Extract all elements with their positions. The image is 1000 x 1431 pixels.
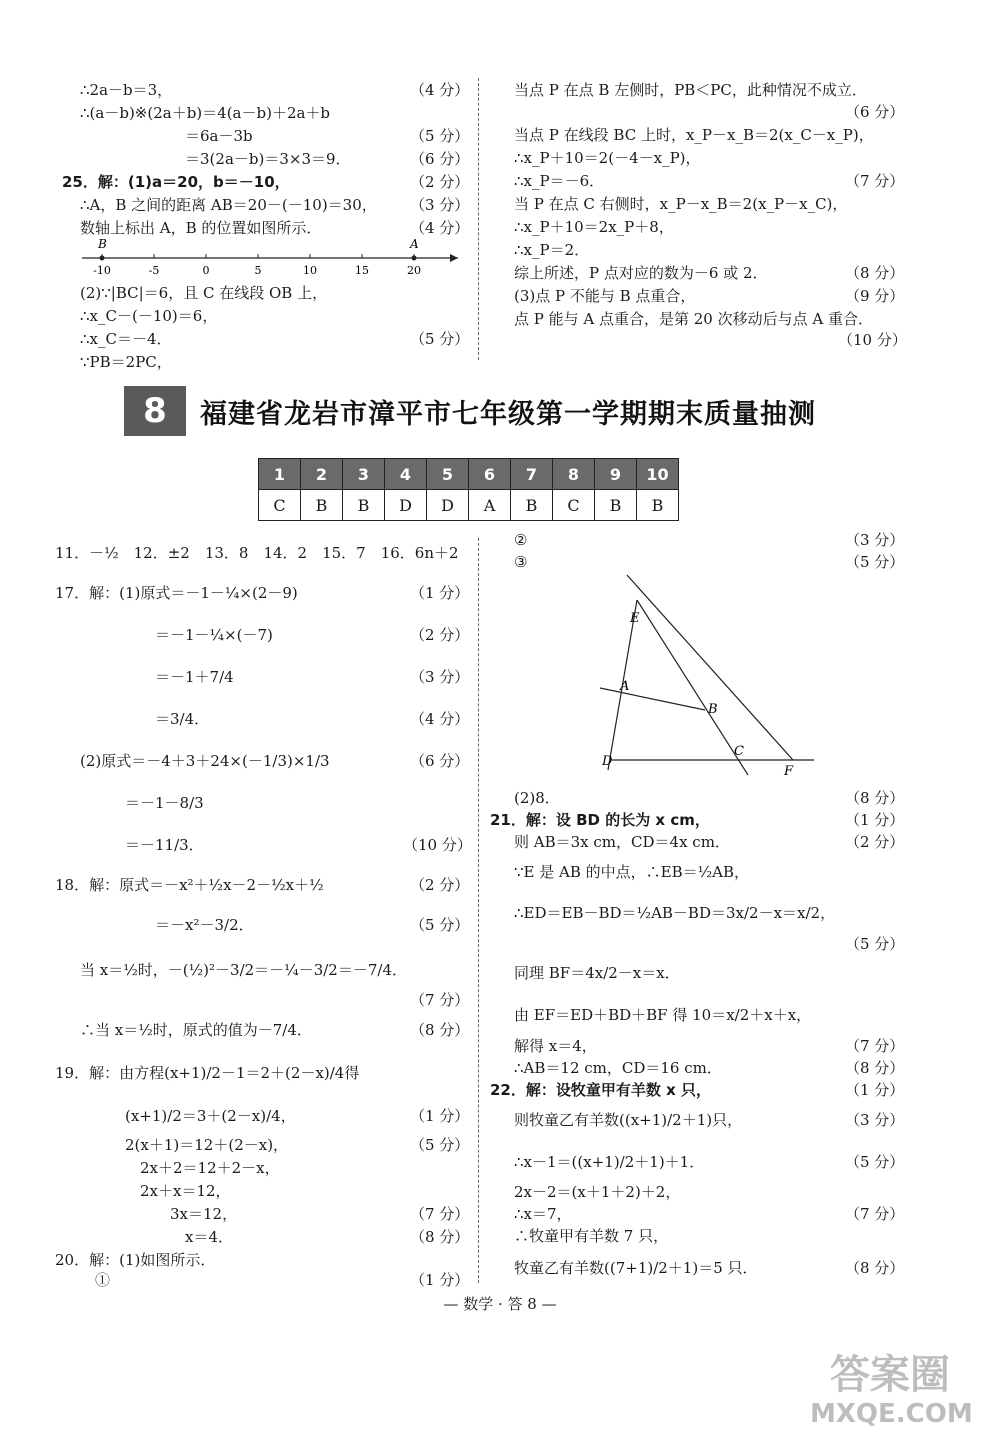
score-label: （2 分） <box>410 173 470 191</box>
question-number-cell: 8 <box>553 459 595 490</box>
score-label: （5 分） <box>845 553 905 571</box>
solution-line: ＝－11/3． <box>80 836 204 854</box>
score-label: （2 分） <box>410 876 470 894</box>
section-number-badge: 8 <box>124 386 186 436</box>
score-label: （8 分） <box>845 1259 905 1277</box>
solution-line: ∴当 x＝½时，原式的值为－7/4． <box>80 1021 312 1039</box>
number-line-tick-label: 20 <box>407 264 421 277</box>
question-number-cell: 2 <box>301 459 343 490</box>
solution-line: ∴x_P＝－6． <box>514 172 605 190</box>
number-line-tick-label: 0 <box>202 264 210 277</box>
solution-line: ＝－1－¼×(－7) <box>80 626 273 644</box>
solution-line: 3x＝12， <box>80 1205 238 1223</box>
score-label: （1 分） <box>410 1107 470 1125</box>
score-label: （2 分） <box>845 833 905 851</box>
number-line-tick-label: -10 <box>93 264 111 277</box>
score-label: （3 分） <box>410 196 470 214</box>
score-label: （8 分） <box>845 1059 905 1077</box>
line-ef <box>627 575 793 760</box>
question-number-cell: 4 <box>385 459 427 490</box>
score-label: （4 分） <box>410 81 470 99</box>
answer-cell: A <box>469 490 511 521</box>
score-label: （1 分） <box>845 811 905 829</box>
problem-19-line: 19．解：由方程(x+1)/2－1＝2＋(2－x)/4得 <box>55 1064 360 1082</box>
score-label: （8 分） <box>845 789 905 807</box>
line-ab <box>600 688 705 710</box>
score-label: （7 分） <box>845 172 905 190</box>
point-b-marker <box>100 256 105 261</box>
score-label: （8 分） <box>410 1228 470 1246</box>
answer-cell: D <box>427 490 469 521</box>
question-number-cell: 3 <box>343 459 385 490</box>
solution-line: ∴x_C－(－10)＝6， <box>80 307 218 325</box>
solution-line: ∴AB＝12 cm，CD＝16 cm． <box>514 1059 722 1077</box>
label-b: B <box>708 702 718 717</box>
solution-line: 2x＋2＝12＋2－x， <box>80 1159 280 1177</box>
solution-line: ∴x_P＋10＝2x_P＋8， <box>514 218 674 236</box>
answer-cell: B <box>511 490 553 521</box>
score-label: （6 分） <box>845 103 905 121</box>
solution-line: x＝4． <box>80 1228 234 1246</box>
solution-line: ∴2a－b＝3， <box>80 81 173 99</box>
page-footer: — 数学 · 答 8 — <box>443 1295 557 1313</box>
solution-line: ② <box>514 531 528 549</box>
solution-line: 2x－2＝(x＋1＋2)＋2， <box>514 1183 681 1201</box>
solution-line: ∴x_P＝2． <box>514 241 590 259</box>
solution-line: ∴x＝7， <box>514 1205 572 1223</box>
score-label: （1 分） <box>845 1081 905 1099</box>
solution-line: ＝－x²－3/2． <box>80 916 254 934</box>
score-label: （7 分） <box>845 1205 905 1223</box>
score-label: （4 分） <box>410 710 470 728</box>
solution-line: (2)8． <box>514 789 560 807</box>
question-number-cell: 1 <box>259 459 301 490</box>
point-a-marker <box>412 256 417 261</box>
question-number-cell: 6 <box>469 459 511 490</box>
solution-line: ∴ED＝EB－BD＝½AB－BD＝3x/2－x＝x/2， <box>514 904 836 922</box>
solution-line: 2(x＋1)＝12＋(2－x)， <box>80 1136 289 1154</box>
solution-line: ＝3(2a－b)＝3×3＝9． <box>80 150 351 168</box>
label-c: C <box>734 744 744 759</box>
solution-line: 当点 P 在点 B 左侧时，PB＜PC，此种情况不成立． <box>514 81 867 99</box>
solution-line: 点 P 能与 A 点重合，是第 20 次移动后与点 A 重合． <box>514 310 873 328</box>
number-line-tick-label: 15 <box>355 264 369 277</box>
solution-line: 解得 x＝4， <box>514 1037 597 1055</box>
solution-line: (x+1)/2＝3＋(2－x)/4， <box>80 1107 296 1125</box>
solution-line: 数轴上标出 A，B 的位置如图所示． <box>80 219 322 237</box>
solution-line: ∴牧童甲有羊数 7 只， <box>514 1227 669 1245</box>
number-line-tick-label: -5 <box>148 264 160 277</box>
label-d: D <box>602 754 613 769</box>
score-label: （7 分） <box>410 991 470 1009</box>
solution-line: 当 P 在点 C 右侧时，x_P－x_B＝2(x_P－x_C)， <box>514 195 848 213</box>
answer-cell: D <box>385 490 427 521</box>
geometry-figure <box>590 570 820 780</box>
label-e: E <box>630 611 640 626</box>
section-title: 福建省龙岩市漳平市七年级第一学期期末质量抽测 <box>200 399 816 430</box>
score-label: （2 分） <box>410 626 470 644</box>
score-label: （4 分） <box>410 219 470 237</box>
question-number-cell: 5 <box>427 459 469 490</box>
solution-line: (2)原式＝－4＋3＋24×(－1/3)×1/3 <box>80 752 330 770</box>
question-number-cell: 7 <box>511 459 553 490</box>
number-line-tick-label: 5 <box>254 264 262 277</box>
solution-line: ∵E 是 AB 的中点，∴EB＝½AB， <box>514 863 750 881</box>
solution-line: (3)点 P 不能与 B 点重合， <box>514 287 696 305</box>
score-label: （5 分） <box>410 916 470 934</box>
solution-line: ＝－1＋7/4 <box>80 668 234 686</box>
point-b-label: B <box>98 238 107 251</box>
answer-cell: B <box>343 490 385 521</box>
fill-in-answers: 11．－½ 12．±2 13．8 14．2 15．7 16．6n＋2 <box>55 544 459 562</box>
answer-table-answer-row <box>259 490 679 521</box>
solution-line: 同理 BF＝4x/2－x＝x． <box>514 964 680 982</box>
solution-line: 则牧童乙有羊数((x+1)/2＋1)只， <box>514 1111 743 1129</box>
solution-line: ③ <box>514 553 528 571</box>
score-label: （3 分） <box>410 668 470 686</box>
label-f: F <box>784 764 794 779</box>
solution-line: 2x＋x＝12， <box>80 1182 231 1200</box>
score-label: （10 分） <box>838 331 907 349</box>
score-label: （7 分） <box>845 1037 905 1055</box>
solution-line: 由 EF＝ED＋BD＋BF 得 10＝x/2＋x＋x， <box>514 1006 812 1024</box>
score-label: （5 分） <box>845 935 905 953</box>
solution-line: ∵PB＝2PC， <box>80 353 172 371</box>
column-divider <box>478 538 479 1283</box>
solution-line: ∴x－1＝((x+1)/2＋1)＋1． <box>514 1153 705 1171</box>
solution-line: ＝6a－3b <box>80 127 253 145</box>
solution-line: ∴x_C＝－4． <box>80 330 172 348</box>
score-label: （5 分） <box>410 330 470 348</box>
answer-cell: C <box>553 490 595 521</box>
score-label: （7 分） <box>410 1205 470 1223</box>
solution-line: ∴A，B 之间的距离 AB＝20－(－10)＝30， <box>80 196 377 214</box>
answer-table <box>258 458 679 521</box>
score-label: （3 分） <box>845 531 905 549</box>
answer-cell: B <box>637 490 679 521</box>
score-label: （1 分） <box>410 584 470 602</box>
solution-line: ＝3/4． <box>80 710 210 728</box>
solution-line: 当 x＝½时，－(½)²－3/2＝－¼－3/2＝－7/4． <box>80 961 407 979</box>
problem-20-line: 20．解：(1)如图所示． <box>55 1251 216 1269</box>
solution-line: 综上所述，P 点对应的数为－6 或 2． <box>514 264 768 282</box>
watermark-bottom-text: MXQE.COM <box>810 1399 973 1428</box>
score-label: （9 分） <box>845 287 905 305</box>
solution-line: 则 AB＝3x cm，CD＝4x cm． <box>514 833 730 851</box>
score-label: （10 分） <box>403 836 472 854</box>
score-label: （6 分） <box>410 150 470 168</box>
problem-25-heading: 25．解：(1)a＝20，b＝－10， <box>62 173 290 191</box>
answer-cell: B <box>301 490 343 521</box>
label-a: A <box>620 679 630 694</box>
number-line-figure <box>80 238 460 280</box>
solution-line: ∴x_P＋10＝2(－4－x_P)， <box>514 149 701 167</box>
score-label: （3 分） <box>845 1111 905 1129</box>
score-label: （8 分） <box>410 1021 470 1039</box>
point-a-label: A <box>410 238 419 251</box>
problem-18-line: 18．解：原式＝－x²＋½x－2－½x＋½ <box>55 876 324 894</box>
answer-table-header-row <box>259 459 679 490</box>
number-line-tick-label: 10 <box>303 264 317 277</box>
score-label: （5 分） <box>410 127 470 145</box>
answer-cell: C <box>259 490 301 521</box>
problem-21-heading: 21．解：设 BD 的长为 x cm， <box>490 811 710 829</box>
question-number-cell: 10 <box>637 459 679 490</box>
solution-line: (2)∵|BC|＝6，且 C 在线段 OB 上， <box>80 284 328 302</box>
answer-cell: B <box>595 490 637 521</box>
score-label: （1 分） <box>410 1271 470 1289</box>
solution-line: ＝－1－8/3 <box>80 794 204 812</box>
score-label: （8 分） <box>845 264 905 282</box>
score-label: （6 分） <box>410 752 470 770</box>
score-label: （5 分） <box>845 1153 905 1171</box>
solution-line: ∴(a－b)※(2a＋b)＝4(a－b)＋2a＋b <box>80 104 331 122</box>
problem-22-heading: 22．解：设牧童甲有羊数 x 只， <box>490 1081 711 1099</box>
problem-17-line: 17．解：(1)原式＝－1－¼×(2－9) <box>55 584 298 602</box>
watermark-top-text: 答案圈 <box>830 1352 950 1398</box>
solution-line: ① <box>80 1271 111 1289</box>
score-label: （5 分） <box>410 1136 470 1154</box>
solution-line: 当点 P 在线段 BC 上时，x_P－x_B＝2(x_C－x_P)， <box>514 126 874 144</box>
line-ec <box>637 600 748 775</box>
question-number-cell: 9 <box>595 459 637 490</box>
column-divider <box>478 78 479 360</box>
solution-line: 牧童乙有羊数((7+1)/2＋1)＝5 只． <box>514 1259 758 1277</box>
watermark-logo <box>800 1338 996 1428</box>
